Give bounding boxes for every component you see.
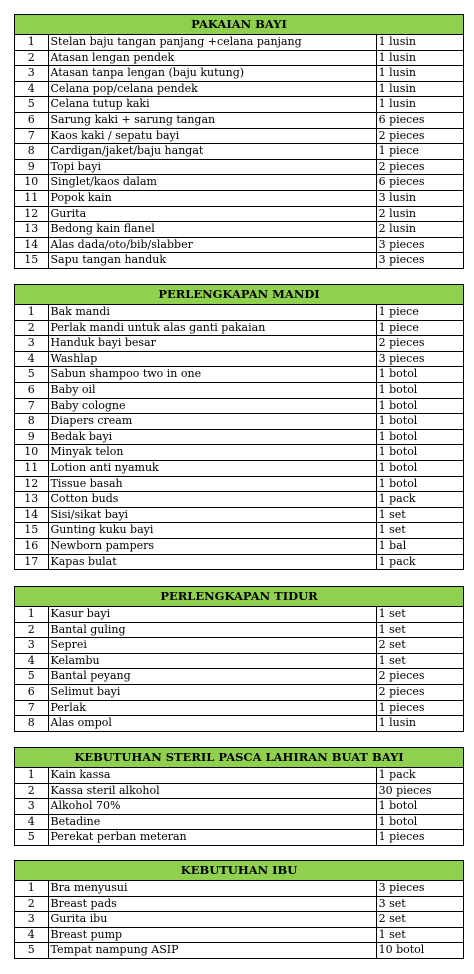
item-quantity: 2 pieces [376, 669, 463, 685]
table-row [15, 320, 464, 336]
table-row [15, 460, 464, 476]
item-name: Atasan tanpa lengan (baju kutung) [48, 66, 376, 82]
table-row [15, 66, 464, 82]
item-quantity: 3 set [376, 896, 463, 912]
table-row [15, 523, 464, 539]
row-number: 5 [15, 830, 49, 846]
row-number: 2 [15, 50, 49, 66]
item-name: Bra menyusui [48, 881, 376, 897]
item-name: Baby oil [48, 382, 376, 398]
table-row [15, 638, 464, 654]
table-row [15, 912, 464, 928]
item-name: Minyak telon [48, 445, 376, 461]
row-number: 4 [15, 351, 49, 367]
item-name: Gurita ibu [48, 912, 376, 928]
row-number: 4 [15, 81, 49, 97]
table-row [15, 398, 464, 414]
table-row [15, 128, 464, 144]
table-row [15, 684, 464, 700]
table-row [15, 237, 464, 253]
item-name: Alas ompol [48, 716, 376, 732]
item-quantity: 1 botol [376, 814, 463, 830]
row-number: 5 [15, 669, 49, 685]
table-row [15, 50, 464, 66]
row-number: 4 [15, 814, 49, 830]
row-number: 3 [15, 66, 49, 82]
row-number: 13 [15, 492, 49, 508]
table-row [15, 175, 464, 191]
table-row [15, 367, 464, 383]
item-name: Bak mandi [48, 305, 376, 321]
item-quantity: 3 pieces [376, 881, 463, 897]
item-quantity: 1 pack [376, 492, 463, 508]
item-quantity: 1 botol [376, 460, 463, 476]
row-number: 3 [15, 799, 49, 815]
table-row [15, 669, 464, 685]
section-title: PAKAIAN BAYI [15, 15, 464, 35]
item-quantity: 2 lusin [376, 222, 463, 238]
item-name: Bedak bayi [48, 429, 376, 445]
item-name: Atasan lengan pendek [48, 50, 376, 66]
item-name: Kapas bulat [48, 554, 376, 570]
table-row [15, 97, 464, 113]
row-number: 5 [15, 367, 49, 383]
item-name: Bantal peyang [48, 669, 376, 685]
section-title: KEBUTUHAN IBU [15, 861, 464, 881]
section-table-kebutuhan-ibu [14, 860, 464, 959]
item-quantity: 1 bal [376, 538, 463, 554]
item-quantity: 1 pack [376, 554, 463, 570]
item-name: Breast pads [48, 896, 376, 912]
table-row [15, 336, 464, 352]
item-quantity: 1 piece [376, 144, 463, 160]
table-row [15, 799, 464, 815]
row-number: 8 [15, 716, 49, 732]
item-quantity: 3 pieces [376, 253, 463, 269]
item-name: Tissue basah [48, 476, 376, 492]
row-number: 1 [15, 607, 49, 623]
table-row [15, 222, 464, 238]
table-row [15, 492, 464, 508]
table-row [15, 538, 464, 554]
item-name: Celana tutup kaki [48, 97, 376, 113]
row-number: 15 [15, 523, 49, 539]
item-quantity: 2 pieces [376, 128, 463, 144]
table-row [15, 112, 464, 128]
table-row [15, 607, 464, 623]
item-quantity: 1 lusin [376, 81, 463, 97]
table-row [15, 716, 464, 732]
table-row [15, 830, 464, 846]
item-quantity: 1 lusin [376, 97, 463, 113]
item-quantity: 1 botol [376, 382, 463, 398]
item-quantity: 10 botol [376, 943, 463, 959]
item-quantity: 1 set [376, 507, 463, 523]
item-quantity: 1 set [376, 607, 463, 623]
item-quantity: 6 pieces [376, 175, 463, 191]
item-name: Diapers cream [48, 414, 376, 430]
table-row [15, 190, 464, 206]
item-name: Alkohol 70% [48, 799, 376, 815]
table-row [15, 943, 464, 959]
item-name: Sisi/sikat bayi [48, 507, 376, 523]
item-name: Tempat nampung ASIP [48, 943, 376, 959]
section-title: PERLENGKAPAN TIDUR [15, 587, 464, 607]
row-number: 8 [15, 144, 49, 160]
table-row [15, 476, 464, 492]
item-quantity: 1 piece [376, 320, 463, 336]
section-title: KEBUTUHAN STERIL PASCA LAHIRAN BUAT BAYI [15, 748, 464, 768]
row-number: 1 [15, 305, 49, 321]
item-name: Baby cologne [48, 398, 376, 414]
item-quantity: 1 botol [376, 429, 463, 445]
item-quantity: 1 set [376, 653, 463, 669]
table-row [15, 896, 464, 912]
item-quantity: 1 pieces [376, 830, 463, 846]
item-name: Perlak mandi untuk alas ganti pakaian [48, 320, 376, 336]
table-row [15, 653, 464, 669]
table-row [15, 81, 464, 97]
table-row [15, 445, 464, 461]
item-name: Betadine [48, 814, 376, 830]
table-row [15, 783, 464, 799]
row-number: 9 [15, 159, 49, 175]
item-name: Sabun shampoo two in one [48, 367, 376, 383]
section-table-perlengkapan-mandi [14, 284, 464, 570]
row-number: 8 [15, 414, 49, 430]
table-row [15, 414, 464, 430]
row-number: 5 [15, 943, 49, 959]
item-quantity: 1 botol [376, 367, 463, 383]
table-row [15, 881, 464, 897]
item-quantity: 1 lusin [376, 66, 463, 82]
table-row [15, 429, 464, 445]
row-number: 1 [15, 35, 49, 51]
item-quantity: 1 botol [376, 476, 463, 492]
row-number: 16 [15, 538, 49, 554]
table-row [15, 382, 464, 398]
item-quantity: 2 pieces [376, 336, 463, 352]
table-row [15, 927, 464, 943]
item-name: Breast pump [48, 927, 376, 943]
item-quantity: 1 piece [376, 305, 463, 321]
item-quantity: 1 lusin [376, 716, 463, 732]
item-name: Cardigan/jaket/baju hangat [48, 144, 376, 160]
item-quantity: 1 set [376, 523, 463, 539]
table-row [15, 305, 464, 321]
item-name: Kain kassa [48, 768, 376, 784]
table-row [15, 700, 464, 716]
row-number: 2 [15, 320, 49, 336]
table-row [15, 554, 464, 570]
row-number: 2 [15, 896, 49, 912]
row-number: 4 [15, 653, 49, 669]
item-quantity: 2 pieces [376, 159, 463, 175]
item-quantity: 2 set [376, 638, 463, 654]
item-name: Sapu tangan handuk [48, 253, 376, 269]
row-number: 7 [15, 700, 49, 716]
row-number: 9 [15, 429, 49, 445]
item-name: Cotton buds [48, 492, 376, 508]
item-name: Sarung kaki + sarung tangan [48, 112, 376, 128]
row-number: 7 [15, 398, 49, 414]
section-table-perlengkapan-tidur [14, 586, 464, 732]
row-number: 7 [15, 128, 49, 144]
section-table-kebutuhan-steril [14, 747, 464, 846]
item-name: Perekat perban meteran [48, 830, 376, 846]
item-name: Kelambu [48, 653, 376, 669]
row-number: 15 [15, 253, 49, 269]
row-number: 3 [15, 912, 49, 928]
table-row [15, 351, 464, 367]
item-quantity: 1 botol [376, 445, 463, 461]
row-number: 10 [15, 445, 49, 461]
item-name: Stelan baju tangan panjang +celana panjang [48, 35, 376, 51]
item-name: Bantal guling [48, 622, 376, 638]
row-number: 14 [15, 507, 49, 523]
row-number: 5 [15, 97, 49, 113]
item-quantity: 1 pack [376, 768, 463, 784]
row-number: 2 [15, 783, 49, 799]
row-number: 1 [15, 768, 49, 784]
item-quantity: 1 lusin [376, 50, 463, 66]
table-row [15, 144, 464, 160]
item-quantity: 3 lusin [376, 190, 463, 206]
row-number: 6 [15, 684, 49, 700]
item-name: Popok kain [48, 190, 376, 206]
row-number: 6 [15, 382, 49, 398]
item-name: Singlet/kaos dalam [48, 175, 376, 191]
row-number: 11 [15, 190, 49, 206]
item-name: Lotion anti nyamuk [48, 460, 376, 476]
item-quantity: 1 botol [376, 799, 463, 815]
item-quantity: 2 set [376, 912, 463, 928]
item-quantity: 2 pieces [376, 684, 463, 700]
row-number: 1 [15, 881, 49, 897]
item-quantity: 6 pieces [376, 112, 463, 128]
row-number: 12 [15, 476, 49, 492]
row-number: 11 [15, 460, 49, 476]
item-quantity: 1 botol [376, 398, 463, 414]
table-row [15, 622, 464, 638]
item-quantity: 1 botol [376, 414, 463, 430]
item-name: Kasur bayi [48, 607, 376, 623]
item-name: Gurita [48, 206, 376, 222]
row-number: 10 [15, 175, 49, 191]
table-row [15, 253, 464, 269]
item-quantity: 30 pieces [376, 783, 463, 799]
row-number: 17 [15, 554, 49, 570]
table-row [15, 206, 464, 222]
item-name: Kassa steril alkohol [48, 783, 376, 799]
row-number: 3 [15, 336, 49, 352]
item-name: Handuk bayi besar [48, 336, 376, 352]
row-number: 13 [15, 222, 49, 238]
row-number: 14 [15, 237, 49, 253]
row-number: 12 [15, 206, 49, 222]
table-row [15, 159, 464, 175]
item-name: Newborn pampers [48, 538, 376, 554]
table-row [15, 768, 464, 784]
table-row [15, 35, 464, 51]
item-name: Seprei [48, 638, 376, 654]
section-table-pakaian-bayi [14, 14, 464, 269]
item-name: Washlap [48, 351, 376, 367]
item-name: Selimut bayi [48, 684, 376, 700]
item-quantity: 3 pieces [376, 237, 463, 253]
item-name: Bedong kain flanel [48, 222, 376, 238]
row-number: 4 [15, 927, 49, 943]
table-row [15, 507, 464, 523]
item-quantity: 2 lusin [376, 206, 463, 222]
item-quantity: 1 set [376, 927, 463, 943]
item-name: Perlak [48, 700, 376, 716]
item-name: Kaos kaki / sepatu bayi [48, 128, 376, 144]
item-quantity: 1 set [376, 622, 463, 638]
item-quantity: 1 lusin [376, 35, 463, 51]
row-number: 2 [15, 622, 49, 638]
table-row [15, 814, 464, 830]
item-quantity: 3 pieces [376, 351, 463, 367]
item-name: Gunting kuku bayi [48, 523, 376, 539]
item-name: Celana pop/celana pendek [48, 81, 376, 97]
item-name: Alas dada/oto/bib/slabber [48, 237, 376, 253]
item-name: Topi bayi [48, 159, 376, 175]
row-number: 3 [15, 638, 49, 654]
section-title: PERLENGKAPAN MANDI [15, 285, 464, 305]
row-number: 6 [15, 112, 49, 128]
item-quantity: 1 pieces [376, 700, 463, 716]
